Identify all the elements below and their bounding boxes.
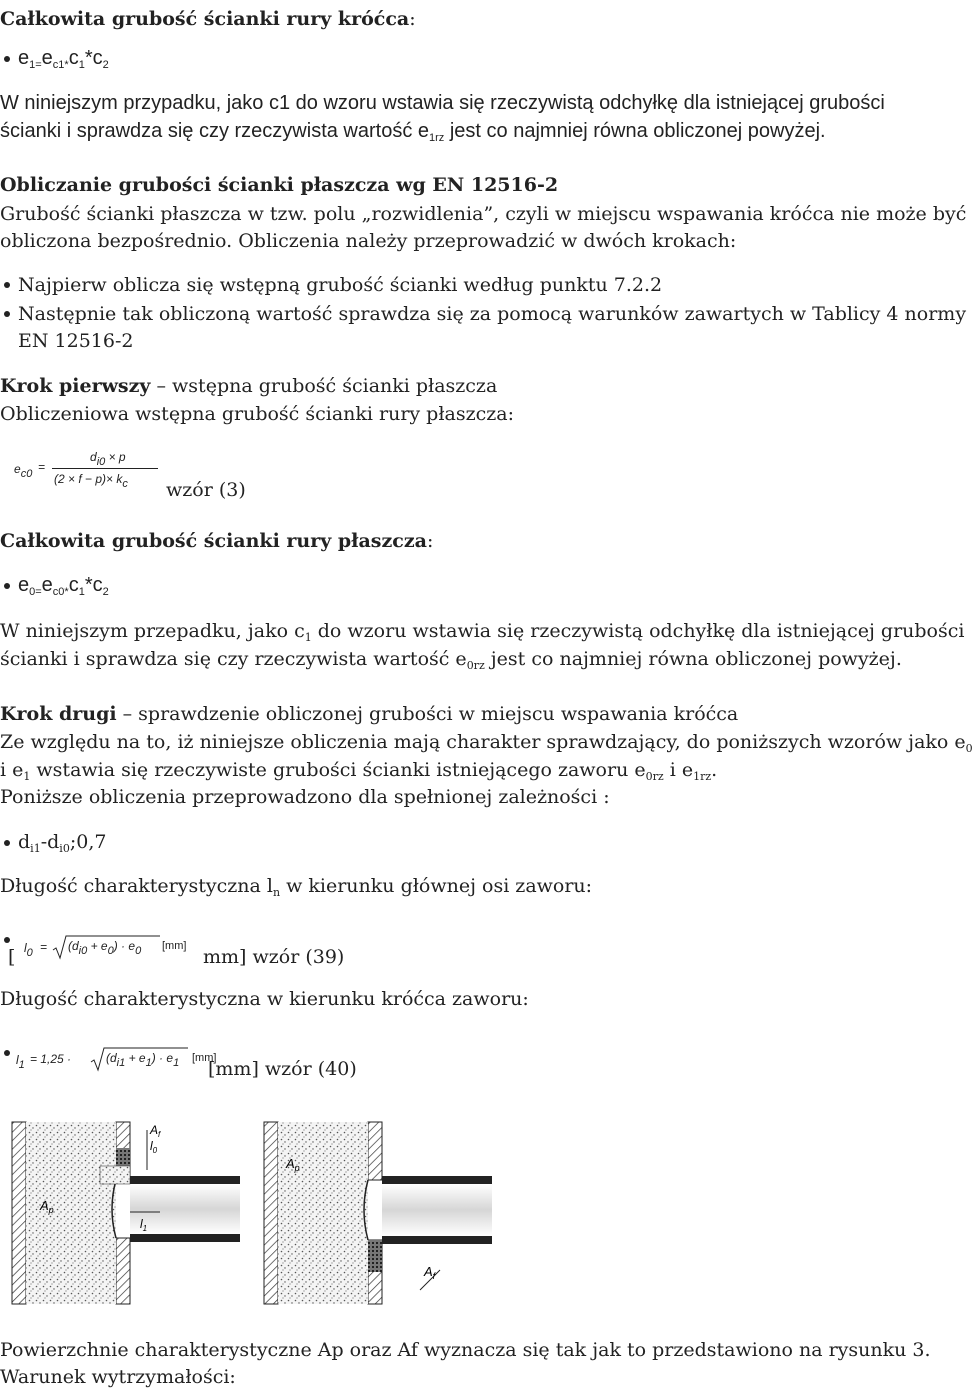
paragraph-line: W niniejszym przepadku, jako $c_1$ do wzoru wstawia się rzeczywistą odchyłkę dla istniejącej grubości [0, 620, 965, 644]
fraction-bar [52, 468, 158, 469]
formula-e1: $e_{1=}e_{c1*}c_1*c_2$ [18, 47, 109, 71]
paragraph-line: Grubość ścianki płaszcza w tzw. polu „rozwidlenia”, czyli w miejscu wspawania króćca nie może być [0, 203, 967, 225]
bullet-dot [4, 56, 10, 62]
diagram-left [12, 1122, 240, 1304]
paragraph-line: Warunek wytrzymałości: [0, 1366, 236, 1388]
diagram-right [264, 1122, 492, 1304]
nozzle-wall-bottom [130, 1234, 240, 1242]
heading-nozzle-total-thickness: Całkowita grubość ścianki rury króćca: [0, 8, 416, 30]
paragraph-line: Poniższe obliczenia przeprowadzono dla spełnionej zależności : [0, 786, 610, 808]
bullet-dot [4, 311, 10, 317]
formula-bracket: [ [8, 946, 16, 968]
area-ap-nozzle [100, 1166, 130, 1184]
shell-wall-hatched [264, 1122, 278, 1304]
paragraph-line: i $e_1$ wstawia się rzeczywiste grubości ścianki istniejącego zaworu $e_{0rz}$ i $e_{1rz}$. [0, 759, 718, 783]
paragraph-line: obliczona bezpośrednio. Obliczenia należy przeprowadzić w dwóch krokach: [0, 230, 737, 252]
step-two-heading: Krok drugi – sprawdzenie obliczonej grubości w miejscu wspawania króćca [0, 703, 739, 725]
area-ap [26, 1122, 116, 1304]
formula-3-image: $e_{c0}$ = $d_{i0} \times p$ $(2 \times f - p)\times k_c$ [12, 450, 162, 500]
condition-formula: $d_{i1}-d_{i0};0,7$ [18, 831, 107, 855]
list-item: Najpierw oblicza się wstępną grubość ścianki według punktu 7.2.2 [18, 274, 663, 296]
shell-wall-hatched [116, 1238, 130, 1304]
step-one-heading: Krok pierwszy – wstępna grubość ścianki płaszcza [0, 375, 498, 397]
shell-wall-hatched [12, 1122, 26, 1304]
paragraph-line: ścianki i sprawdza się czy rzeczywista wartość $e_{0rz}$ jest co najmniej równa obliczonej powyżej. [0, 648, 902, 672]
paragraph-line: Długość charakterystyczna $l_n$ w kierunku głównej osi zaworu: [0, 875, 593, 899]
paragraph-line: Obliczeniowa wstępna grubość ścianki rury płaszcza: [0, 403, 514, 425]
formula-e0: $e_{0=}e_{c0*}c_1*c_2$ [18, 574, 109, 598]
nozzle-wall-top [130, 1176, 240, 1184]
paragraph-line: Ze względu na to, iż niniejsze obliczenia mają charakter sprawdzający, do poniższych wzorów jako $e_0$ [0, 731, 973, 755]
list-item-continuation: EN 12516-2 [18, 330, 134, 352]
label-ap: $A_p$ [40, 1198, 54, 1215]
heading-shell-total-thickness: Całkowita grubość ścianki rury płaszcza: [0, 530, 434, 552]
nozzle-wall-bottom [382, 1236, 492, 1244]
label-ap: $A_p$ [286, 1156, 300, 1173]
label-af: $A_f$ [150, 1123, 161, 1139]
nozzle-wall-top [382, 1176, 492, 1184]
bullet-dot [4, 1050, 10, 1056]
bullet-dot [4, 282, 10, 288]
bullet-dot [4, 583, 10, 589]
area-ap [278, 1122, 368, 1304]
paragraph-line: Długość charakterystyczna w kierunku króćca zaworu: [0, 988, 529, 1010]
bullet-dot [4, 840, 10, 846]
paragraph-line: Powierzchnie charakterystyczne Ap oraz Af wyznacza się tak jak to przedstawiono na rysunku 3. [0, 1339, 931, 1361]
paragraph-line: W niniejszym przypadku, jako c1 do wzoru wstawia się rzeczywistą odchyłkę dla istniejącej grubości [0, 92, 885, 114]
bullet-dot [4, 937, 10, 943]
formula-39-image: $l_0$ = $(d_{i0} + e_0) \cdot e_0$ [mm] [22, 932, 198, 964]
heading-shell-thickness: Obliczanie grubości ścianki płaszcza wg EN 12516-2 [0, 174, 559, 196]
paragraph-line: ścianki i sprawdza się czy rzeczywista wartość $e_{1rz}$ jest co najmniej równa obliczonej powyżej. [0, 120, 826, 144]
list-item: Następnie tak obliczoną wartość sprawdza się za pomocą warunków zawartych w Tablicy 4 normy [18, 303, 967, 325]
formula-label: wzór (3) [166, 479, 246, 501]
nozzle-bore [382, 1184, 492, 1236]
formula-label: [mm] wzór (40) [208, 1058, 357, 1080]
nozzle-shell-diagram [0, 1110, 960, 1310]
shell-wall-hatched [368, 1122, 382, 1180]
label-l0: $l_0$ [150, 1139, 158, 1155]
label-l1: $l_1$ [140, 1217, 148, 1233]
formula-label: mm] wzór (39) [203, 946, 345, 968]
label-af: $A_f$ [424, 1264, 436, 1281]
formula-40-image: $l_1$ = 1,25 · $(d_{i1} + e_1) \cdot e_1$ [mm] [14, 1044, 210, 1076]
area-af [368, 1240, 382, 1272]
